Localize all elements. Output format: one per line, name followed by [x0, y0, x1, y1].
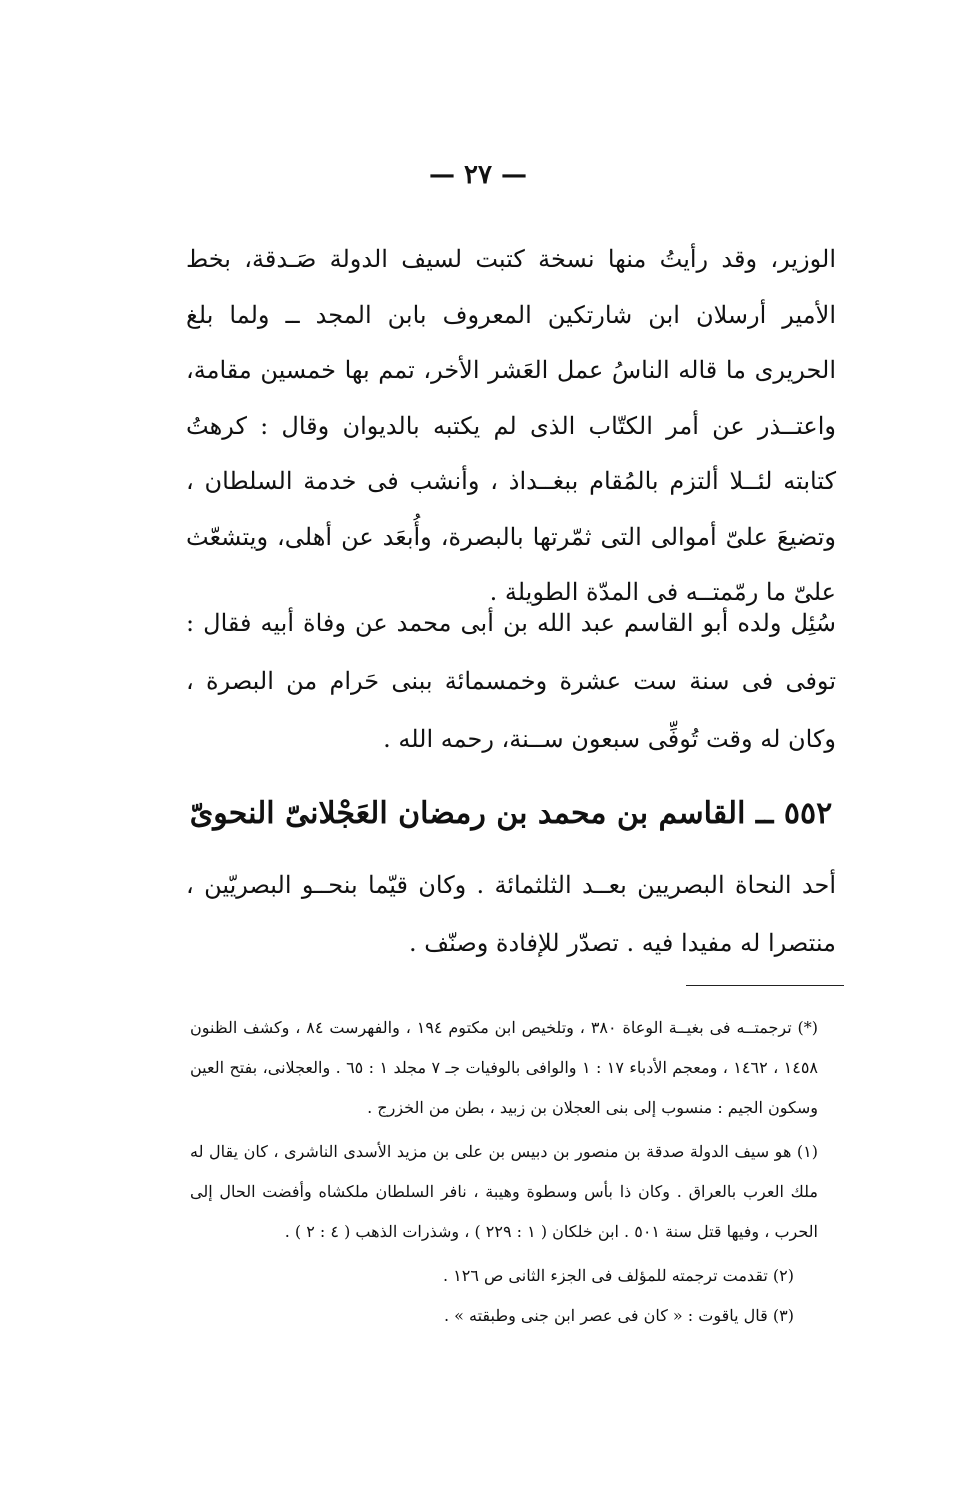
body-paragraph-3: أحد النحاة البصريين بعــد الثلثمائة . وكان قيّما بنحــو البصريّين ، منتصرا له مفيدا فيه . تصدّر للإفادة وصنّف . — [186, 871, 836, 957]
body-paragraph-2: سُئِل ولده أبو القاسم عبد الله بن أبى محمد عن وفاة أبيه فقال : توفى فى سنة ست عشرة وخمسمائة ببنى حَرام من البصرة ، وكان له وقت تُوفِّى سبعون ســنة، رحمه الله . — [186, 609, 837, 753]
footnote-text: (١) هو سيف الدولة صدقة بن منصور بن دبيس بن على بن مزيد الأسدى الناشرى ، كان يقال له ملك العرب بالعراق . وكان ذا بأس وسطوة وهيبة ، نافر السلطان ملكشاه وأفضت الحال إلى الحرب ، وفيها قتل سنة ٥٠١ . ابن خلكان ( ١ : ٢٢٩ ) ، وشذرات الذهب ( ٤ : ٢ ) . — [190, 1142, 819, 1241]
footnote-star — [190, 1008, 818, 1128]
footnote-3 — [190, 1296, 818, 1336]
footnote-2 — [190, 1256, 818, 1296]
footnote-1 — [190, 1132, 818, 1252]
entry-heading: ٥٥٢ ــ القاسم بن محمد بن رمضان العَجْلانىّ النحوىّ — [189, 796, 833, 831]
page-number: — ٢٧ — — [428, 160, 528, 190]
footnote-divider — [686, 985, 844, 986]
body-paragraph-1: الوزير، وقد رأيتُ منها نسخة كتبت لسيف الدولة صَـدقة، بخط الأمير أرسلان ابن شارتكين المعروف بابن المجد ــ ولما بلغ الحريرى ما قاله الناسُ عمل العَشر الأخر، تمم بها خمسين مقامة، واعتــذر عن أمر الكتّاب الذى لم يكتبه بالديوان وقال : كرهتُ كتابته لئــلا ألتزم بالمُقام ببغــداذ ، وأنشب فى خدمة السلطان ، وتضيعَ علىّ أموالى التى ثمّرتها بالبصرة، وأُبعَد عن أهلى، ويتشعّث علىّ ما رمّمتــه فى المدّة الطويلة . — [186, 245, 837, 606]
footnote-text: (*) ترجمتــه فى بغيــة الوعاة ٣٨٠ ، وتلخيص ابن مكتوم ١٩٤ ، والفهرست ٨٤ ، وكشف الظنون ١٤٥٨ ، ١٤٦٢ ، ومعجم الأدباء ١٧ : ١ والوافى بالوفيات جـ ٧ مجلد ١ : ٦٥ . والعجلانى، بفتح العين وسكون الجيم : منسوب إلى بنى العجلان بن زبيد ، بطن من الخزرج . — [190, 1018, 819, 1117]
footnotes-section — [190, 1008, 818, 1336]
footnote-text: (٣) قال ياقوت : « كان فى عصر ابن جنى وطبقته » . — [443, 1306, 794, 1325]
footnote-text: (٢) تقدمت ترجمته للمؤلف فى الجزء الثانى ص ١٢٦ . — [442, 1266, 794, 1285]
